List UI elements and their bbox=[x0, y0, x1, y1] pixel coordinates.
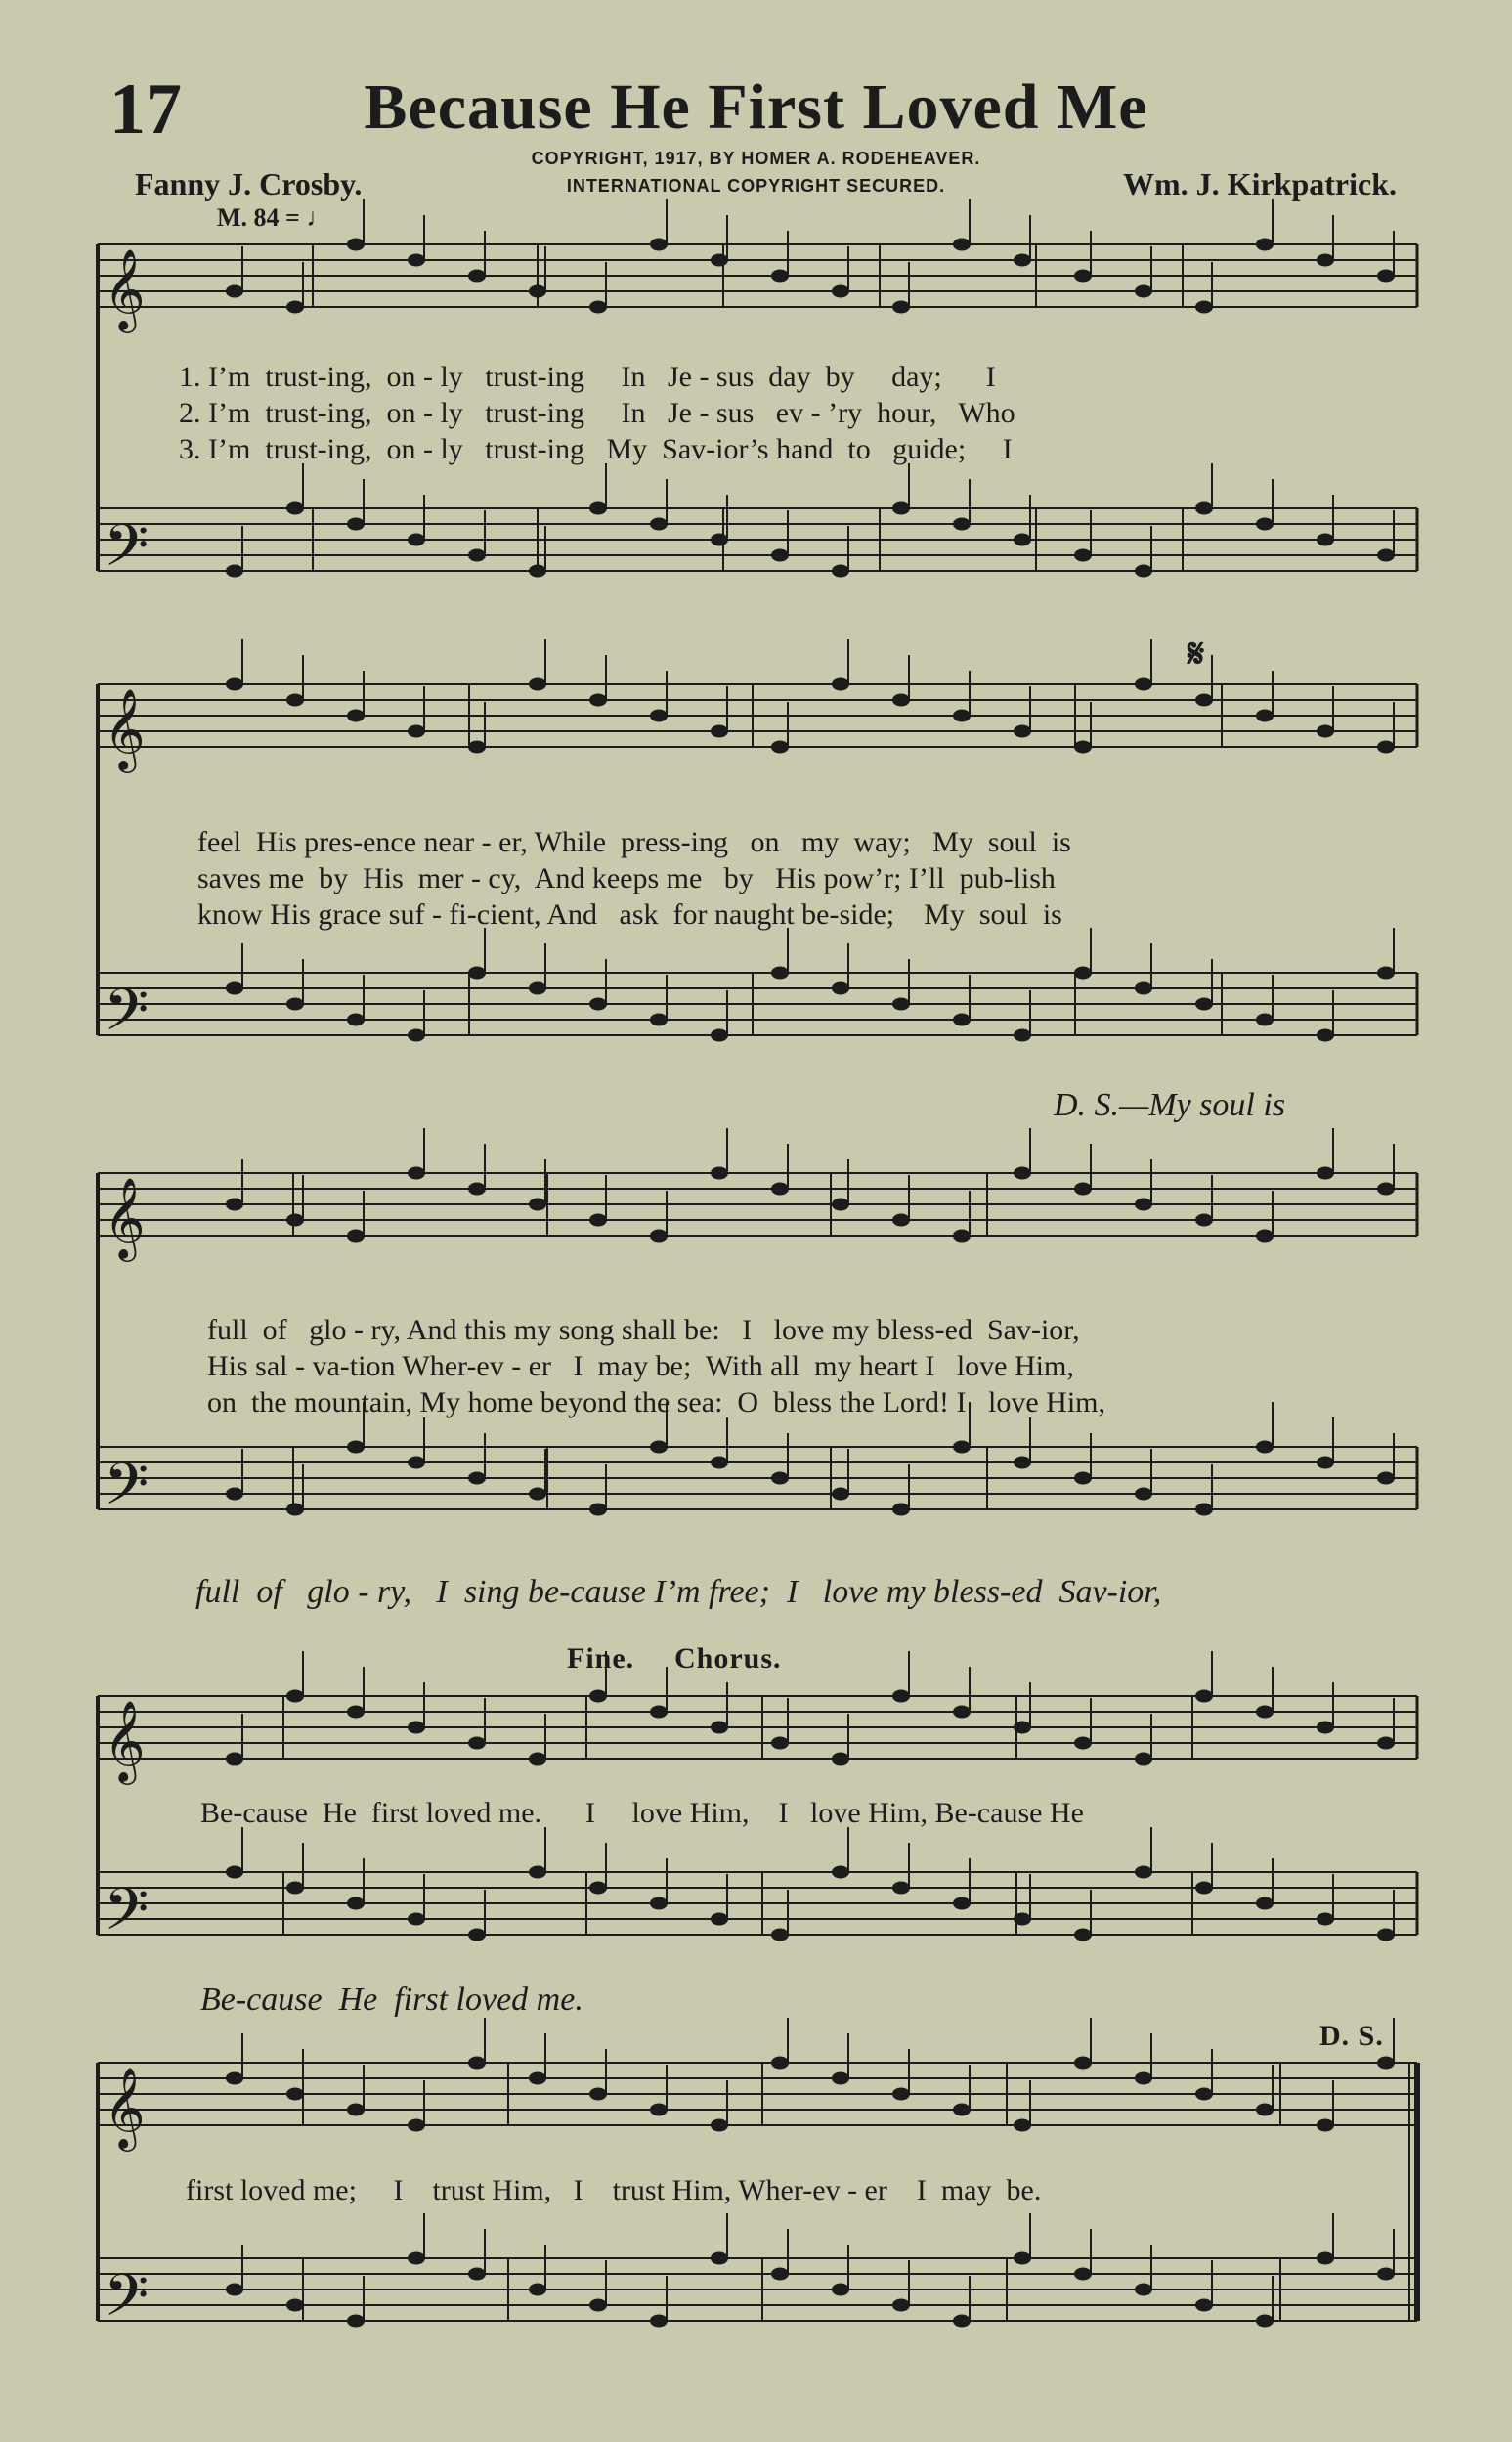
note-head bbox=[529, 1753, 546, 1766]
note-head bbox=[953, 710, 971, 722]
bass-clef-icon: 𝄢 bbox=[104, 1875, 150, 1957]
note-head bbox=[226, 2284, 243, 2296]
note-head bbox=[226, 1488, 243, 1501]
note-head bbox=[1014, 2252, 1031, 2265]
note-head bbox=[286, 1690, 304, 1703]
note-head bbox=[529, 982, 546, 995]
note-head bbox=[771, 2057, 789, 2070]
note-head bbox=[650, 2104, 668, 2116]
note-head bbox=[1135, 565, 1152, 578]
note-head bbox=[1014, 1913, 1031, 1926]
note-head bbox=[953, 1897, 971, 1910]
note-head bbox=[832, 1488, 849, 1501]
note-head bbox=[468, 270, 486, 283]
note-head bbox=[1195, 998, 1213, 1011]
note-head bbox=[1317, 2252, 1334, 2265]
note-head bbox=[1014, 1722, 1031, 1734]
bass-clef-icon: 𝄢 bbox=[104, 2261, 150, 2343]
note-head bbox=[771, 2268, 789, 2281]
note-head bbox=[1014, 2119, 1031, 2132]
note-head bbox=[589, 998, 607, 1011]
note-head bbox=[650, 1014, 668, 1026]
note-head bbox=[1074, 1737, 1092, 1750]
lyric-s3-v2: His sal - va-tion Wher-ev - er I may be; With all my heart I love Him, bbox=[207, 1350, 1074, 1382]
note-head bbox=[286, 301, 304, 314]
note-head bbox=[1014, 725, 1031, 738]
note-head bbox=[711, 1457, 728, 1469]
hymn-title: Because He First Loved Me bbox=[364, 71, 1148, 143]
note-head bbox=[1256, 1230, 1274, 1243]
note-head bbox=[1135, 2284, 1152, 2296]
note-head bbox=[953, 239, 971, 251]
note-head bbox=[589, 1690, 607, 1703]
note-head bbox=[650, 1897, 668, 1910]
note-head bbox=[1317, 1029, 1334, 1042]
note-head bbox=[832, 2284, 849, 2296]
tempo-marking: M. 84 = ♩ bbox=[217, 203, 332, 232]
note-head bbox=[226, 1866, 243, 1879]
note-head bbox=[589, 1504, 607, 1516]
note-head bbox=[408, 534, 425, 546]
note-head bbox=[286, 1882, 304, 1895]
note-head bbox=[650, 1441, 668, 1454]
lyric-s1-v3: 3. I’m trust-ing, on - ly trust-ing My Sav-ior’s hand to guide; I bbox=[179, 433, 1013, 465]
note-head bbox=[347, 1014, 365, 1026]
lyric-s2-v2: saves me by His mer - cy, And keeps me by His pow’r; I’ll pub-lish bbox=[197, 862, 1056, 894]
note-head bbox=[1317, 1722, 1334, 1734]
note-head bbox=[953, 1441, 971, 1454]
note-head bbox=[711, 725, 728, 738]
lyricist: Fanny J. Crosby. bbox=[135, 166, 363, 201]
note-head bbox=[226, 1199, 243, 1211]
note-head bbox=[408, 2119, 425, 2132]
composer: Wm. J. Kirkpatrick. bbox=[1123, 166, 1397, 201]
note-head bbox=[711, 2252, 728, 2265]
note-head bbox=[1377, 549, 1395, 562]
note-head bbox=[892, 2299, 910, 2312]
note-head bbox=[226, 2072, 243, 2085]
note-head bbox=[1074, 1183, 1092, 1196]
note-head bbox=[711, 534, 728, 546]
note-head bbox=[832, 565, 849, 578]
note-head bbox=[347, 2104, 365, 2116]
note-head bbox=[408, 725, 425, 738]
note-head bbox=[347, 1441, 365, 1454]
note-head bbox=[650, 2315, 668, 2328]
note-head bbox=[529, 1199, 546, 1211]
bass-clef-icon: 𝄢 bbox=[104, 1450, 150, 1532]
lyric-s1-v2: 2. I’m trust-ing, on - ly trust-ing In Je - sus ev - ’ry hour, Who bbox=[179, 397, 1015, 429]
note-head bbox=[529, 285, 546, 298]
note-head bbox=[953, 2104, 971, 2116]
note-head bbox=[589, 1882, 607, 1895]
fine-label: Fine. bbox=[567, 1642, 635, 1675]
note-head bbox=[892, 1214, 910, 1227]
treble-clef-icon: 𝄞 bbox=[104, 1176, 146, 1258]
note-head bbox=[1074, 1472, 1092, 1485]
note-head bbox=[468, 549, 486, 562]
note-head bbox=[1377, 1472, 1395, 1485]
note-head bbox=[1377, 2057, 1395, 2070]
note-head bbox=[1377, 1929, 1395, 1941]
note-head bbox=[771, 1929, 789, 1941]
note-head bbox=[347, 239, 365, 251]
note-head bbox=[1135, 1199, 1152, 1211]
note-head bbox=[1195, 301, 1213, 314]
note-head bbox=[1135, 1488, 1152, 1501]
note-head bbox=[589, 301, 607, 314]
note-head bbox=[771, 967, 789, 980]
treble-clef-icon: 𝄞 bbox=[104, 687, 146, 769]
lyric-s2-v3: know His grace suf - fi-cient, And ask for naught be-side; My soul is bbox=[197, 898, 1062, 931]
note-head bbox=[1256, 1014, 1274, 1026]
note-head bbox=[408, 1722, 425, 1734]
note-head bbox=[953, 518, 971, 531]
note-head bbox=[832, 1866, 849, 1879]
note-head bbox=[1317, 1167, 1334, 1180]
note-head bbox=[286, 694, 304, 707]
treble-clef-icon: 𝄞 bbox=[104, 247, 146, 329]
note-head bbox=[1014, 1029, 1031, 1042]
note-head bbox=[529, 2072, 546, 2085]
note-head bbox=[1256, 1441, 1274, 1454]
note-head bbox=[1256, 2104, 1274, 2116]
note-head bbox=[892, 502, 910, 515]
note-head bbox=[1135, 285, 1152, 298]
note-head bbox=[1135, 678, 1152, 691]
note-head bbox=[832, 285, 849, 298]
note-head bbox=[286, 1504, 304, 1516]
note-head bbox=[1195, 1214, 1213, 1227]
note-head bbox=[1317, 725, 1334, 738]
note-head bbox=[1195, 2088, 1213, 2101]
note-head bbox=[1074, 270, 1092, 283]
note-head bbox=[953, 2315, 971, 2328]
note-head bbox=[529, 1488, 546, 1501]
note-head bbox=[1074, 741, 1092, 754]
note-head bbox=[286, 1214, 304, 1227]
note-head bbox=[286, 2088, 304, 2101]
note-head bbox=[468, 2057, 486, 2070]
note-head bbox=[347, 1230, 365, 1243]
note-head bbox=[650, 518, 668, 531]
ds-bass-text: D. S.—My soul is bbox=[1054, 1087, 1286, 1123]
note-head bbox=[1195, 502, 1213, 515]
note-head bbox=[1377, 967, 1395, 980]
note-head bbox=[1195, 1504, 1213, 1516]
note-head bbox=[468, 1929, 486, 1941]
note-head bbox=[1256, 1897, 1274, 1910]
note-head bbox=[529, 678, 546, 691]
note-head bbox=[1135, 2072, 1152, 2085]
note-head bbox=[1074, 2268, 1092, 2281]
note-head bbox=[226, 678, 243, 691]
note-head bbox=[226, 285, 243, 298]
note-head bbox=[1195, 1690, 1213, 1703]
note-head bbox=[711, 1722, 728, 1734]
note-head bbox=[1256, 710, 1274, 722]
note-head bbox=[711, 1029, 728, 1042]
bass-clef-icon: 𝄢 bbox=[104, 976, 150, 1058]
note-head bbox=[832, 2072, 849, 2085]
note-head bbox=[892, 301, 910, 314]
note-head bbox=[468, 2268, 486, 2281]
note-head bbox=[953, 1230, 971, 1243]
note-head bbox=[1256, 1706, 1274, 1719]
note-head bbox=[711, 254, 728, 267]
note-head bbox=[347, 710, 365, 722]
note-head bbox=[1135, 1866, 1152, 1879]
note-head bbox=[1135, 982, 1152, 995]
note-head bbox=[953, 1706, 971, 1719]
note-head bbox=[1074, 2057, 1092, 2070]
note-head bbox=[1317, 534, 1334, 546]
copyright-secured: INTERNATIONAL COPYRIGHT SECURED. bbox=[566, 176, 946, 196]
note-head bbox=[892, 1882, 910, 1895]
note-head bbox=[589, 694, 607, 707]
note-head bbox=[771, 549, 789, 562]
note-head bbox=[1135, 1753, 1152, 1766]
note-head bbox=[711, 1167, 728, 1180]
note-head bbox=[1014, 1457, 1031, 1469]
note-head bbox=[226, 565, 243, 578]
note-head bbox=[286, 998, 304, 1011]
lyric-s1-v1: 1. I’m trust-ing, on - ly trust-ing In Je - sus day by day; I bbox=[179, 361, 996, 393]
note-head bbox=[892, 998, 910, 1011]
note-head bbox=[347, 2315, 365, 2328]
note-head bbox=[589, 2299, 607, 2312]
note-head bbox=[1377, 1737, 1395, 1750]
lyric-s5: first loved me; I trust Him, I trust Him, Wher-ev - er I may be. bbox=[186, 2174, 1042, 2206]
hymn-number: 17 bbox=[109, 69, 182, 150]
note-head bbox=[347, 1897, 365, 1910]
note-head bbox=[892, 694, 910, 707]
note-head bbox=[1317, 1913, 1334, 1926]
note-head bbox=[771, 1737, 789, 1750]
note-head bbox=[347, 1706, 365, 1719]
note-head bbox=[1377, 1183, 1395, 1196]
note-head bbox=[468, 1472, 486, 1485]
note-head bbox=[408, 1167, 425, 1180]
note-head bbox=[650, 239, 668, 251]
note-head bbox=[832, 982, 849, 995]
note-head bbox=[711, 2119, 728, 2132]
note-head bbox=[1195, 1882, 1213, 1895]
note-head bbox=[1317, 2119, 1334, 2132]
bass-text-s3: full of glo - ry, I sing be-cause I’m free; I love my bless-ed Sav-ior, bbox=[195, 1574, 1162, 1610]
note-head bbox=[1014, 534, 1031, 546]
note-head bbox=[226, 1753, 243, 1766]
note-head bbox=[589, 502, 607, 515]
ds-label: D. S. bbox=[1319, 2020, 1384, 2052]
note-head bbox=[1256, 2315, 1274, 2328]
note-head bbox=[286, 2299, 304, 2312]
note-head bbox=[589, 2088, 607, 2101]
note-head bbox=[1074, 967, 1092, 980]
copyright-line: COPYRIGHT, 1917, BY HOMER A. RODEHEAVER. bbox=[531, 149, 981, 168]
note-head bbox=[529, 565, 546, 578]
note-head bbox=[1317, 1457, 1334, 1469]
chorus-label: Chorus. bbox=[674, 1642, 782, 1675]
treble-clef-icon: 𝄞 bbox=[104, 2066, 146, 2148]
note-head bbox=[771, 1472, 789, 1485]
note-head bbox=[468, 1737, 486, 1750]
note-head bbox=[832, 1753, 849, 1766]
note-head bbox=[650, 1230, 668, 1243]
note-head bbox=[771, 270, 789, 283]
lyric-s3-v1: full of glo - ry, And this my song shall be: I love my bless-ed Sav-ior, bbox=[207, 1314, 1080, 1346]
note-head bbox=[1195, 2299, 1213, 2312]
note-head bbox=[1014, 1167, 1031, 1180]
note-head bbox=[408, 254, 425, 267]
note-head bbox=[1014, 254, 1031, 267]
note-head bbox=[771, 1183, 789, 1196]
note-head bbox=[1377, 741, 1395, 754]
note-head bbox=[408, 1457, 425, 1469]
note-head bbox=[347, 518, 365, 531]
note-head bbox=[832, 678, 849, 691]
note-head bbox=[226, 982, 243, 995]
segno-icon: 𝄋 bbox=[1188, 631, 1205, 676]
note-head bbox=[408, 2252, 425, 2265]
lyric-s2-v1: feel His pres-ence near - er, While press-ing on my way; My soul is bbox=[197, 826, 1071, 858]
note-head bbox=[468, 1183, 486, 1196]
note-head bbox=[589, 1214, 607, 1227]
bass-text-s4: Be-cause He first loved me. bbox=[200, 1982, 583, 2018]
note-head bbox=[408, 1029, 425, 1042]
note-head bbox=[1074, 549, 1092, 562]
note-head bbox=[1195, 694, 1213, 707]
note-head bbox=[711, 1913, 728, 1926]
note-head bbox=[1256, 518, 1274, 531]
note-head bbox=[1256, 239, 1274, 251]
note-head bbox=[953, 1014, 971, 1026]
note-head bbox=[650, 710, 668, 722]
note-head bbox=[892, 1690, 910, 1703]
note-head bbox=[650, 1706, 668, 1719]
note-head bbox=[529, 1866, 546, 1879]
note-head bbox=[529, 2284, 546, 2296]
note-head bbox=[1317, 254, 1334, 267]
note-head bbox=[771, 741, 789, 754]
note-head bbox=[468, 967, 486, 980]
note-head bbox=[1377, 2268, 1395, 2281]
note-head bbox=[892, 1504, 910, 1516]
note-head bbox=[1377, 270, 1395, 283]
note-head bbox=[468, 741, 486, 754]
bass-clef-icon: 𝄢 bbox=[104, 511, 150, 593]
note-head bbox=[1074, 1929, 1092, 1941]
treble-clef-icon: 𝄞 bbox=[104, 1699, 146, 1781]
note-head bbox=[832, 1199, 849, 1211]
lyric-s4: Be-cause He first loved me. I love Him, I love Him, Be-cause He bbox=[200, 1797, 1084, 1829]
lyric-s3-v3: on the mountain, My home beyond the sea: O bless the Lord! I love Him, bbox=[207, 1386, 1105, 1418]
note-head bbox=[408, 1913, 425, 1926]
note-head bbox=[892, 2088, 910, 2101]
note-head bbox=[286, 502, 304, 515]
